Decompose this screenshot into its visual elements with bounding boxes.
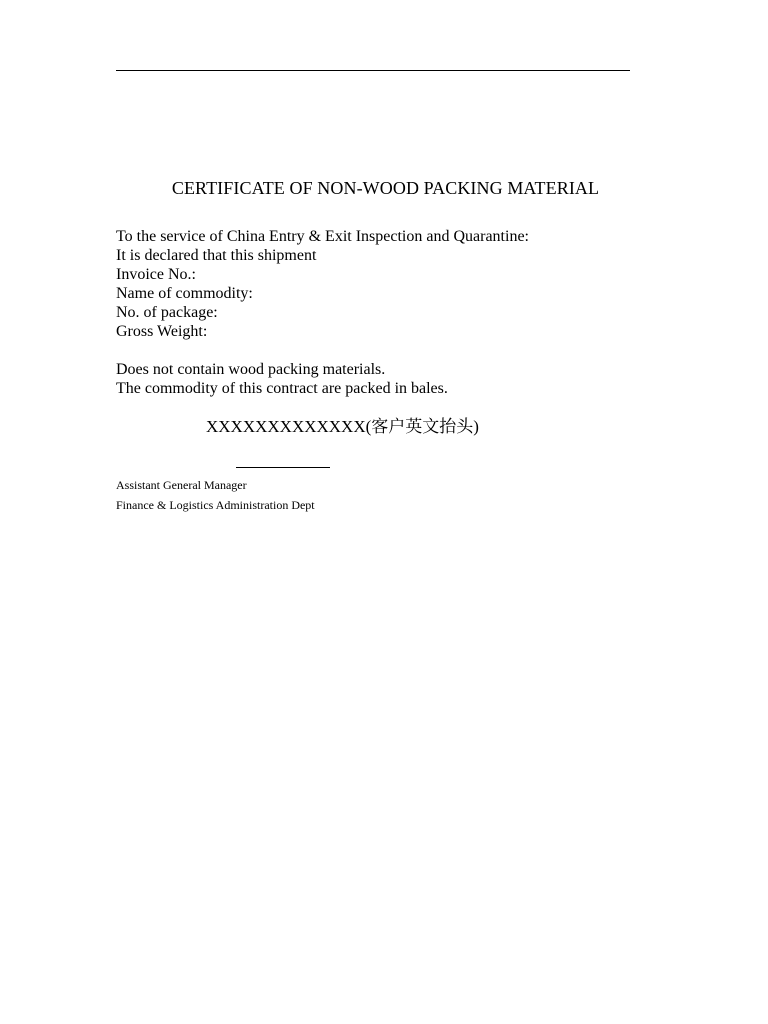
signature-line	[236, 467, 330, 468]
signatory-department: Finance & Logistics Administration Dept	[116, 498, 315, 512]
field-invoice-no: Invoice No.:	[116, 266, 196, 283]
field-package-count: No. of package:	[116, 304, 218, 321]
declaration-body	[116, 227, 676, 341]
signatory-block	[116, 475, 315, 515]
declaration-intro: It is declared that this shipment	[116, 247, 317, 264]
header-rule	[116, 70, 630, 71]
statement-packed-in-bales: The commodity of this contract are packed in bales.	[116, 380, 448, 397]
certificate-title: CERTIFICATE OF NON-WOOD PACKING MATERIAL	[171, 178, 600, 198]
field-commodity-name: Name of commodity:	[116, 285, 253, 302]
packing-statements	[116, 360, 676, 398]
addressee-line: To the service of China Entry & Exit Inspection and Quarantine:	[116, 228, 529, 245]
signatory-title: Assistant General Manager	[116, 478, 247, 492]
statement-no-wood: Does not contain wood packing materials.	[116, 361, 386, 378]
field-gross-weight: Gross Weight:	[116, 323, 208, 340]
company-name-placeholder: XXXXXXXXXXXXX(客户英文抬头)	[206, 417, 479, 436]
